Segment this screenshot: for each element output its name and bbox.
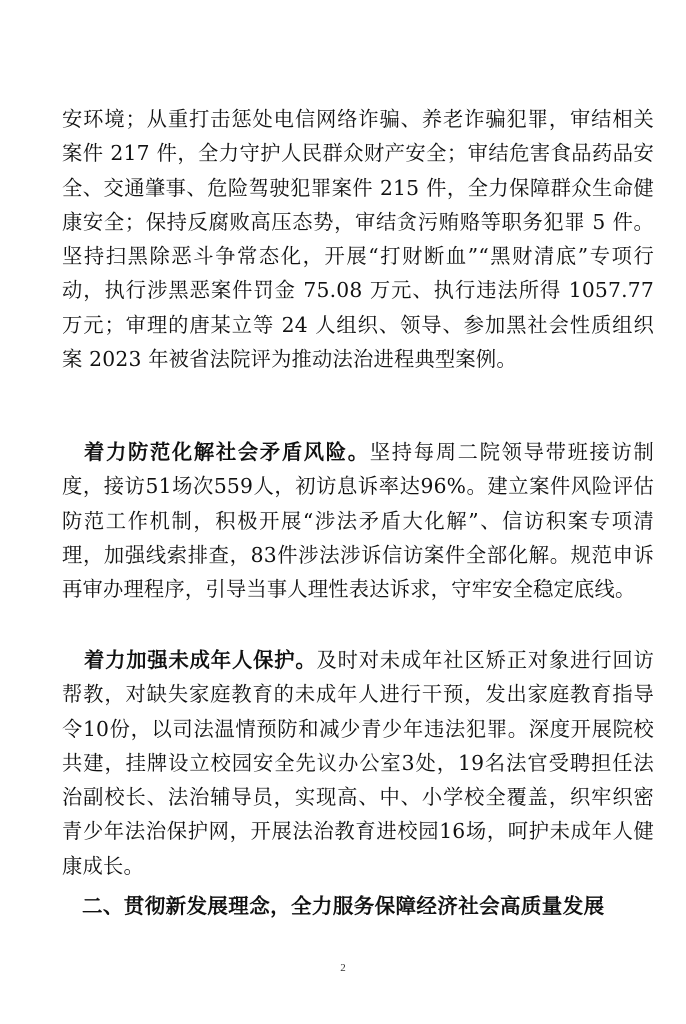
paragraph-3 bbox=[62, 643, 654, 883]
paragraph-3-text: 及时对未成年社区矫正对象进行回访帮教，对缺失家庭教育的未成年人进行干预，发出家庭教育指导令10份，以司法温情预防和减少青少年违法犯罪。深度开展院校共建，挂牌设立校园安全先议办公室3处，19名法官受聘担任法治副校长、法治辅导员，实现高、中、小学校全覆盖，织牢织密青少年法治保护网，开展法治教育进校园16场，呵护未成年人健康成长。 bbox=[62, 648, 655, 878]
paragraph-2-text: 坚持每周二院领导带班接访制度，接访51场次559人，初访息诉率达96%。建立案件风险评估防范工作机制，积极开展“涉法矛盾大化解”、信访积案专项清理，加强线索排查，83件涉法涉诉信访案件全部化解。规范申诉再审办理程序，引导当事人理性表达诉求，守牢安全稳定底线。 bbox=[62, 440, 654, 602]
paragraph-1 bbox=[62, 102, 654, 376]
page-number: 2 bbox=[340, 962, 346, 974]
paragraph-2 bbox=[62, 435, 654, 606]
paragraph-3-lead: 着力加强未成年人保护。 bbox=[84, 648, 317, 672]
paragraph-1-text: 安环境；从重打击惩处电信网络诈骗、养老诈骗犯罪，审结相关案件 217 件，全力守护人民群众财产安全；审结危害食品药品安全、交通肇事、危险驾驶犯罪案件 215 件，全力保障群众生命健康安全；保持反腐败高压态势，审结贪污贿赂等职务犯罪 5 件。坚持扫黑除恶斗争常态化，开展“打财断血”“黑财清底”专项行动，执行涉黑恶案件罚金 75.08 万元、执行违法所得 1057.77 万元；审理的唐某立等 24 人组织、领导、参加黑社会性质组织案 2023 年被省法院评为推动法治进程典型案例。 bbox=[62, 107, 654, 372]
section-heading: 二、贯彻新发展理念，全力服务保障经济社会高质量发展 bbox=[82, 894, 605, 918]
paragraph-2-lead: 着力防范化解社会矛盾风险。 bbox=[84, 440, 370, 464]
